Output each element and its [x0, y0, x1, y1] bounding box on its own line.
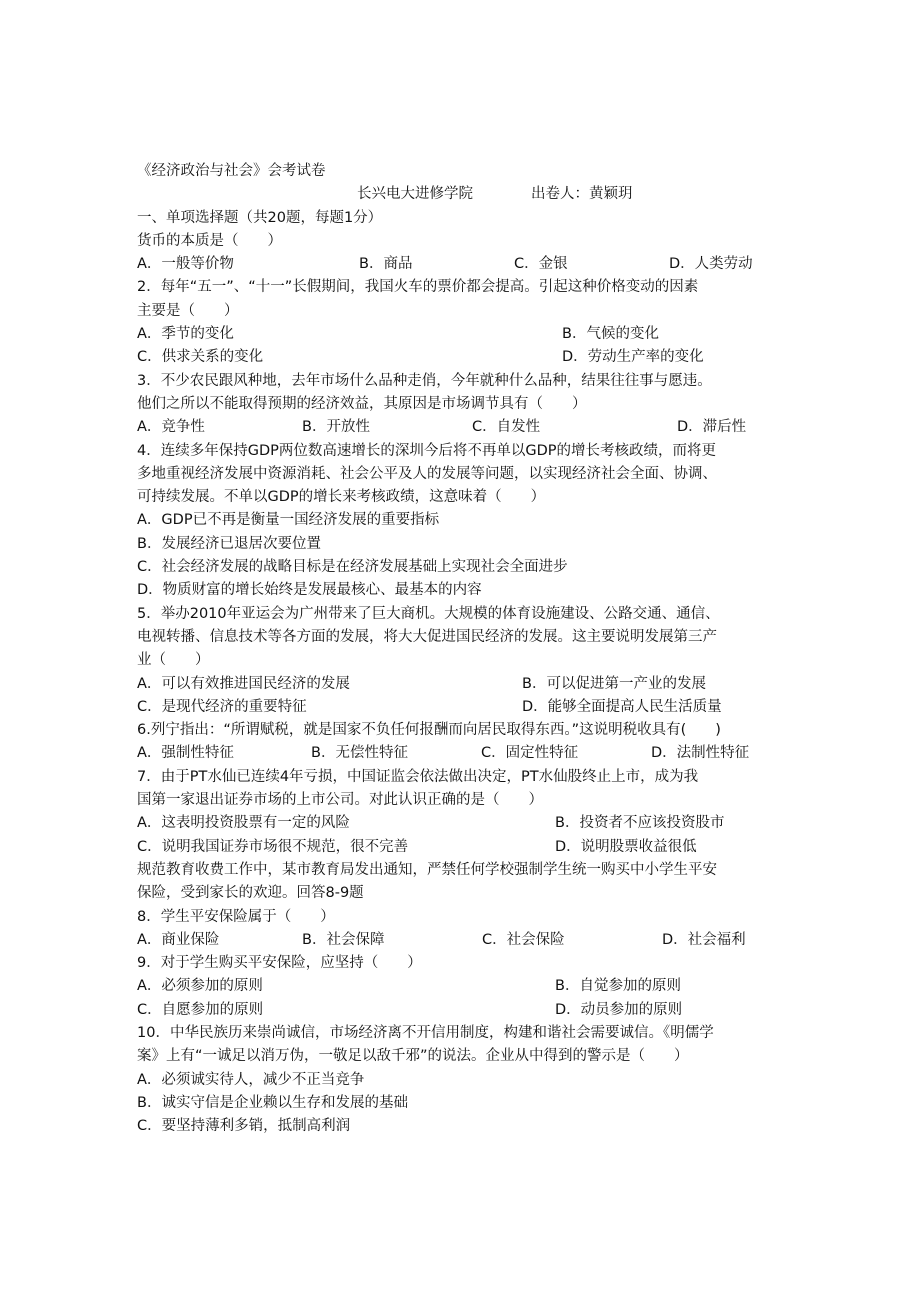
question-5-stem-cont: 电视转播、信息技术等各方面的发展，将大大促进国民经济的发展。这主要说明发展第三产 [137, 628, 717, 645]
option-a: A．一般等价物 [137, 256, 234, 273]
exam-subtitle [137, 183, 797, 206]
question-7-options-row1 [137, 812, 797, 835]
question-2-options-row1 [137, 323, 797, 346]
question-2-options-row2 [137, 346, 797, 369]
question-3-options [137, 416, 797, 439]
question-7-stem: 7．由于PT水仙已连续4年亏损，中国证监会依法做出决定，PT水仙股终止上市，成为我 [137, 768, 699, 785]
option-b: B．社会保障 [302, 931, 385, 948]
question-4-stem-cont: 多地重视经济发展中资源消耗、社会公平及人的发展等问题，以实现经济社会全面、协调、 [137, 465, 717, 482]
question-5-options-row2 [137, 696, 797, 719]
question-9-options-row2 [137, 999, 797, 1022]
question-6-stem: 6.列宁指出：“所谓赋税，就是国家不负任何报酬而向居民取得东西。”这说明税收具有( ) [137, 722, 721, 739]
option-c: C．自发性 [472, 419, 541, 436]
question-7-stem-cont: 国第一家退出证券市场的上市公司。对此认识正确的是（ ） [137, 792, 543, 809]
option-c: C．社会保险 [482, 931, 565, 948]
question-7-options-row2 [137, 836, 797, 859]
option-a: A．商业保险 [137, 931, 220, 948]
option-c: C．是现代经济的重要特征 [137, 698, 307, 715]
option-c: C．要坚持薄利多销，抵制高利润 [137, 1118, 351, 1135]
question-5-stem-cont: 业（ ） [137, 652, 210, 669]
option-b: B．诚实守信是企业赖以生存和发展的基础 [137, 1094, 408, 1111]
option-c: C．金银 [514, 256, 568, 273]
option-a: A．这表明投资股票有一定的风险 [137, 815, 350, 832]
question-6-options [137, 742, 797, 765]
option-d: D．人类劳动 [669, 256, 753, 273]
option-b: B．投资者不应该投资股市 [555, 815, 725, 832]
option-a: A．竞争性 [137, 419, 205, 436]
question-8-options [137, 929, 797, 952]
option-c: C．说明我国证券市场很不规范，很不完善 [137, 838, 409, 855]
option-d: D．滞后性 [677, 419, 747, 436]
option-b: B．可以促进第一产业的发展 [522, 675, 706, 692]
option-d: D．法制性特征 [651, 745, 750, 762]
author-name: 出卷人：黄颖玥 [531, 186, 633, 203]
question-4-stem-cont: 可持续发展。不单以GDP的增长来考核政绩，这意味着（ ） [137, 489, 546, 506]
option-d: D．劳动生产率的变化 [562, 349, 704, 366]
question-8-stem: 8．学生平安保险属于（ ） [137, 908, 335, 925]
option-b: B．开放性 [302, 419, 370, 436]
option-d: D．说明股票收益很低 [555, 838, 697, 855]
question-2-stem: 2．每年“五一”、“十一”长假期间，我国火车的票价都会提高。引起这种价格变动的因素 [137, 279, 699, 296]
question-1-stem: 货币的本质是（ ） [137, 232, 282, 249]
question-4-stem: 4．连续多年保持GDP两位数高速增长的深圳今后将不再单以GDP的增长考核政绩，而将更 [137, 442, 717, 459]
option-c: C．固定性特征 [481, 745, 579, 762]
question-1-options [137, 253, 797, 276]
question-3-stem: 3．不少农民跟风种地，去年市场什么品种走俏，今年就种什么品种，结果往往事与愿违。 [137, 372, 712, 389]
option-b: B．无偿性特征 [311, 745, 408, 762]
option-a: A．必须参加的原则 [137, 978, 263, 995]
option-c: C．供求关系的变化 [137, 349, 264, 366]
question-5-options-row1 [137, 673, 797, 696]
question-5-stem: 5．举办2010年亚运会为广州带来了巨大商机。大规模的体育设施建设、公路交通、通信、 [137, 605, 720, 622]
option-d: D．物质财富的增长始终是发展最核心、最基本的内容 [137, 582, 482, 599]
option-a: A．GDP已不再是衡量一国经济发展的重要指标 [137, 512, 440, 529]
section-heading: 一、单项选择题（共20题，每题1分） [137, 209, 383, 226]
option-d: D．能够全面提高人民生活质量 [522, 698, 722, 715]
question-2-stem-cont: 主要是（ ） [137, 302, 239, 319]
question-9-options-row1 [137, 975, 797, 998]
option-d: D．动员参加的原则 [555, 1001, 683, 1018]
exam-title: 《经济政治与社会》会考试卷 [137, 163, 326, 179]
option-b: B．自觉参加的原则 [555, 978, 681, 995]
option-b: B．气候的变化 [562, 326, 659, 343]
exam-paper [137, 160, 797, 1138]
option-b: B．发展经济已退居次要位置 [137, 535, 321, 552]
school-name: 长兴电大进修学院 [357, 186, 473, 203]
material-text: 规范教育收费工作中，某市教育局发出通知，严禁任何学校强制学生统一购买中小学生平安 [137, 861, 717, 878]
question-10-stem-cont: 案》上有“一诚足以消万伪，一敬足以敌千邪”的说法。企业从中得到的警示是（ ） [137, 1048, 689, 1065]
option-a: A．必须诚实待人，减少不正当竞争 [137, 1071, 365, 1088]
option-d: D．社会福利 [662, 931, 746, 948]
material-text-cont: 保险，受到家长的欢迎。回答8-9题 [137, 885, 364, 902]
option-c: C．社会经济发展的战略目标是在经济发展基础上实现社会全面进步 [137, 559, 568, 576]
option-a: A．强制性特征 [137, 745, 234, 762]
question-10-stem: 10．中华民族历来崇尚诚信，市场经济离不开信用制度，构建和谐社会需要诚信。《明儒学 [137, 1024, 714, 1041]
question-9-stem: 9．对于学生购买平安保险，应坚持（ ） [137, 955, 422, 972]
option-a: A．季节的变化 [137, 326, 234, 343]
option-a: A．可以有效推进国民经济的发展 [137, 675, 350, 692]
option-c: C．自愿参加的原则 [137, 1001, 264, 1018]
question-3-stem-cont: 他们之所以不能取得预期的经济效益，其原因是市场调节具有（ ） [137, 395, 587, 412]
option-b: B．商品 [359, 256, 413, 273]
